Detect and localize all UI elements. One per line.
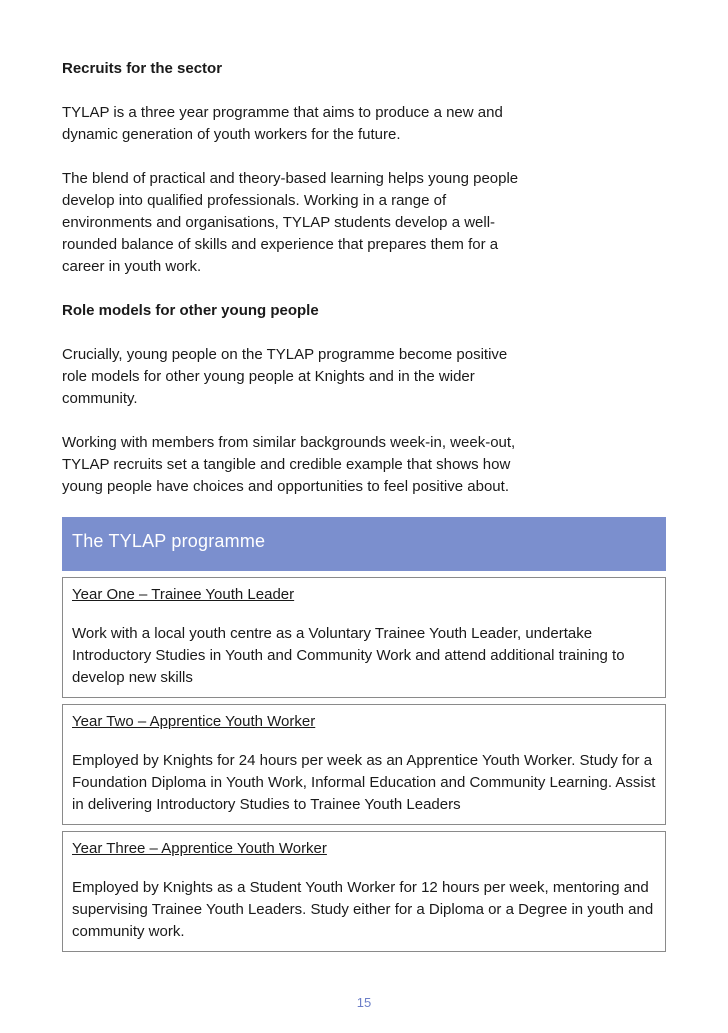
section-heading-role-models: Role models for other young people <box>62 302 319 319</box>
programme-header: The TYLAP programme <box>62 517 666 571</box>
year-one-description: Work with a local youth centre as a Voluntary Trainee Youth Leader, undertake Introductory Studies in Youth and Community Work and attend additional training to develop new skills <box>72 625 625 686</box>
year-one-title: Year One – Trainee Youth Leader <box>72 586 295 603</box>
year-two-title: Year Two – Apprentice Youth Worker <box>72 713 316 730</box>
year-two-box <box>62 704 666 825</box>
year-three-box <box>62 831 666 952</box>
year-three-description: Employed by Knights as a Student Youth Worker for 12 hours per week, mentoring and supervising Trainee Youth Leaders. Study either for a Diploma or a Degree in youth and community work. <box>72 879 654 940</box>
year-one-box <box>62 577 666 698</box>
paragraph-recruits-blend: The blend of practical and theory-based learning helps young people develop into qualified professionals. Working in a range of environments and organisations, TYLAP students develop a well-rounded balance of skills and experience that prepares them for a career in youth work. <box>62 170 519 275</box>
year-three-title: Year Three – Apprentice Youth Worker <box>72 840 327 857</box>
paragraph-role-models-intro: Crucially, young people on the TYLAP programme become positive role models for other young people at Knights and in the wider community. <box>62 346 508 407</box>
page-number: 15 <box>356 995 372 1010</box>
paragraph-recruits-intro: TYLAP is a three year programme that aims to produce a new and dynamic generation of youth workers for the future. <box>62 104 503 143</box>
section-heading-recruits: Recruits for the sector <box>62 60 223 77</box>
body-text-column <box>62 58 532 520</box>
paragraph-role-models-example: Working with members from similar backgrounds week-in, week-out, TYLAP recruits set a tangible and credible example that shows how young people have choices and opportunities to feel positive about. <box>62 434 516 495</box>
tylap-programme-panel <box>62 517 666 952</box>
year-two-description: Employed by Knights for 24 hours per week as an Apprentice Youth Worker. Study for a Foundation Diploma in Youth Work, Informal Education and Community Learning. Assist in delivering Introductory Studies to Trainee Youth Leaders <box>72 752 656 813</box>
